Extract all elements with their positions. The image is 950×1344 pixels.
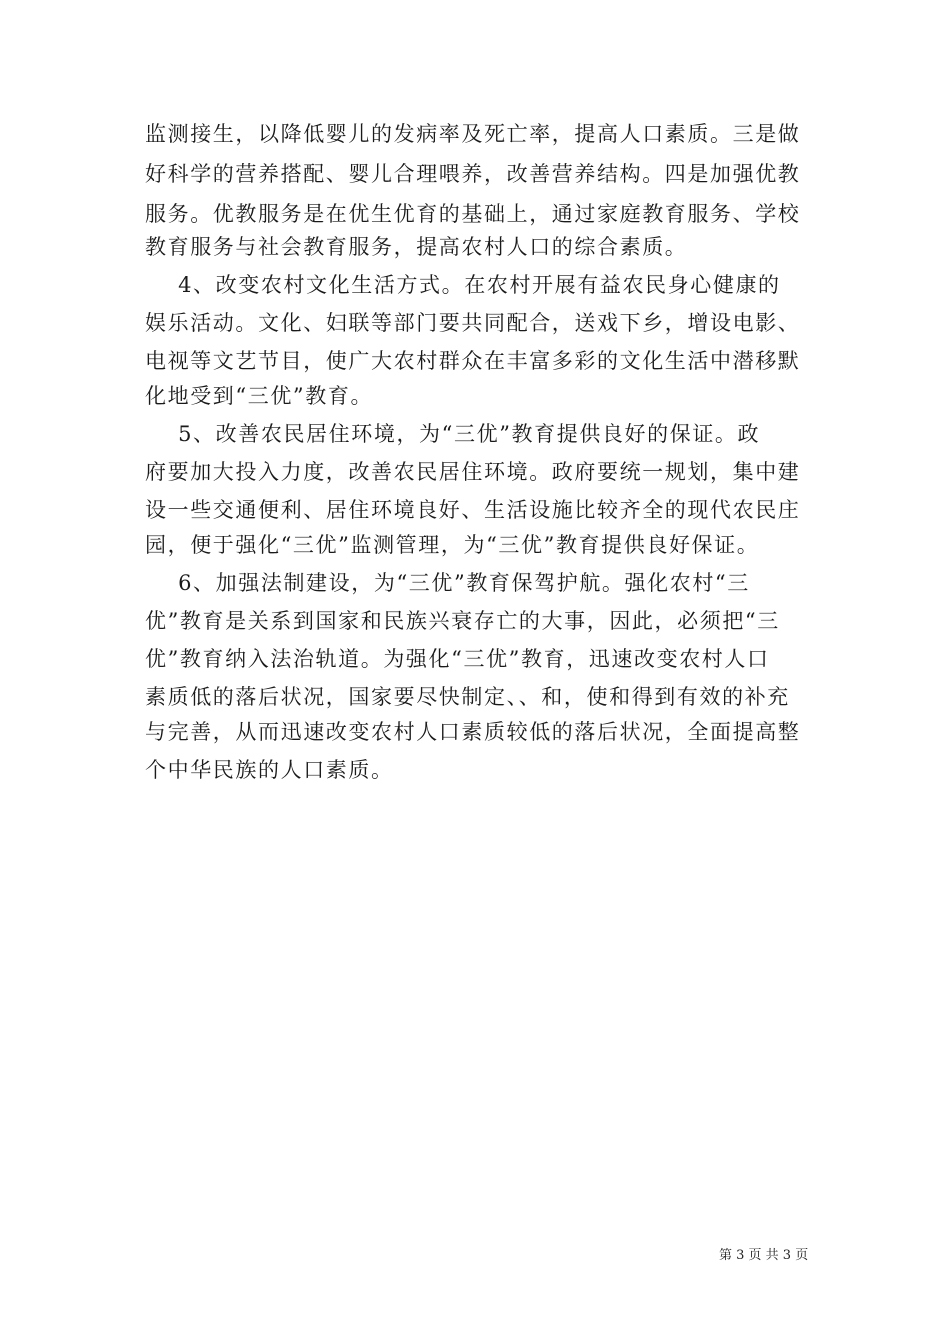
body-text-line: 优”教育是关系到国家和民族兴衰存亡的大事，因此，必须把“三 — [145, 609, 780, 633]
body-text-line: 监测接生，以降低婴儿的发病率及死亡率，提高人口素质。三是做 — [145, 122, 801, 146]
page-number-footer: 第 3 页 共 3 页 — [719, 1248, 809, 1263]
body-text-line: 娱乐活动。文化、妇联等部门要共同配合，送戏下乡，增设电影、 — [145, 311, 801, 335]
body-text-line: 电视等文艺节目，使广大农村群众在丰富多彩的文化生活中潜移默 — [145, 349, 801, 373]
body-text-line: 园，便于强化“三优”监测管理，为“三优”教育提供良好保证。 — [145, 533, 760, 557]
body-text-line: 服务。优教服务是在优生优育的基础上，通过家庭教育服务、学校 — [145, 202, 801, 226]
body-text-line: 与完善，从而迅速改变农村人口素质较低的落后状况，全面提高整 — [145, 720, 801, 744]
body-text-line: 4、改变农村文化生活方式。在农村开展有益农民身心健康的 — [145, 273, 781, 297]
body-text-line: 素质低的落后状况，国家要尽快制定、、和，使和得到有效的补充 — [145, 685, 790, 709]
body-text-line: 教育服务与社会教育服务，提高农村人口的综合素质。 — [145, 235, 688, 259]
body-text-line: 设一些交通便利、居住环境良好、生活设施比较齐全的现代农民庄 — [145, 498, 801, 522]
body-text-line: 优”教育纳入法治轨道。为强化“三优”教育，迅速改变农村人口 — [145, 647, 770, 671]
body-text-line: 6、加强法制建设，为“三优”教育保驾护航。强化农村“三 — [145, 571, 750, 595]
body-text-line: 5、改善农民居住环境，为“三优”教育提供良好的保证。政 — [145, 422, 761, 446]
body-text-line: 府要加大投入力度，改善农民居住环境。政府要统一规划，集中建 — [145, 460, 801, 484]
body-text-line: 好科学的营养搭配、婴儿合理喂养，改善营养结构。四是加强优教 — [145, 162, 801, 186]
body-text-line: 个中华民族的人口素质。 — [145, 758, 394, 782]
body-text-line: 化地受到“三优”教育。 — [145, 384, 374, 408]
